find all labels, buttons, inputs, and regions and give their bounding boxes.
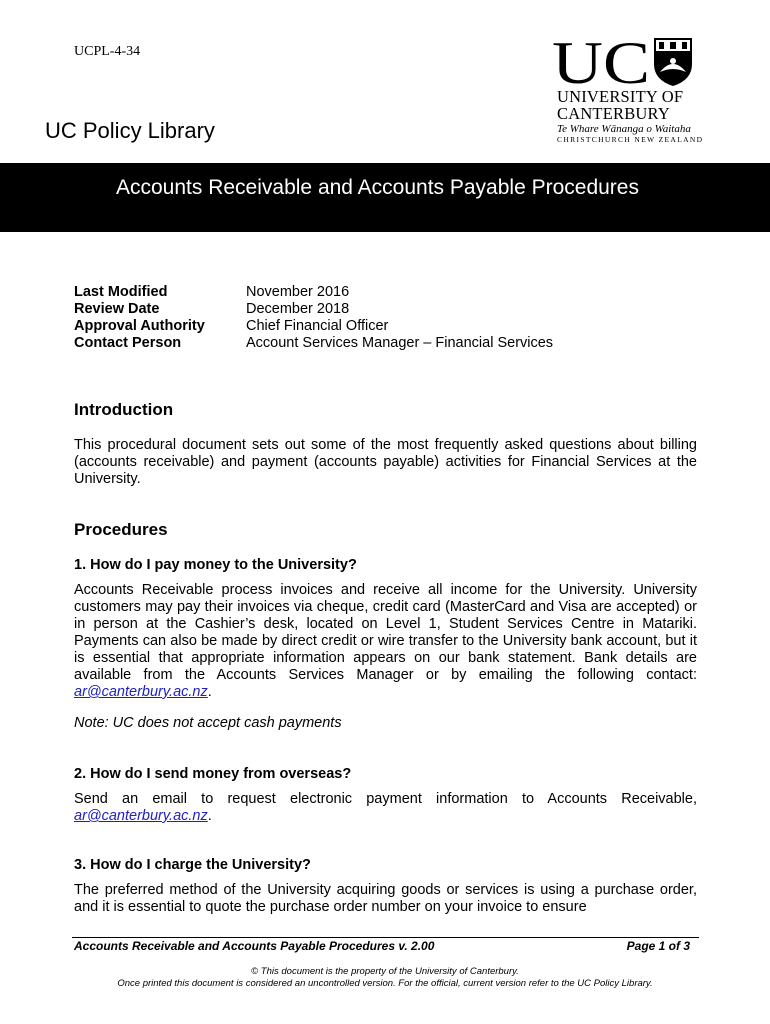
paragraph-text: Accounts Receivable process invoices and receive all income for the University. University customers may pay their invoices via cheque, credit card (MasterCard and Visa are accepted) or in person at the Cashier’s desk, located on Level 1, Student Services Centre in Matariki. Payments can also be made by direct credit or wire transfer to the University bank account, but it is essential that appropriate information appears on our bank statement. Bank details are available from the Accounts Services Manager or by emailing the following contact: <box>74 582 697 683</box>
logo-mark-text: UC <box>552 34 650 86</box>
ar-email-link[interactable]: ar@canterbury.ac.nz <box>74 808 208 824</box>
university-logo <box>549 34 704 144</box>
question-heading: 3. How do I charge the University? <box>74 857 311 873</box>
question-2-text <box>74 791 697 825</box>
question-3-heading <box>74 857 697 874</box>
meta-label: Last Modified <box>74 284 168 300</box>
meta-value: December 2018 <box>246 301 350 317</box>
paragraph-text: Send an email to request electronic payment information to Accounts Receivable, <box>74 791 697 807</box>
logo-city: CHRISTCHURCH NEW ZEALAND <box>557 135 704 144</box>
meta-row <box>74 301 553 318</box>
document-title: Accounts Receivable and Accounts Payable Procedures <box>116 176 639 199</box>
question-heading: 2. How do I send money from overseas? <box>74 766 352 782</box>
procedures-section <box>74 521 697 538</box>
introduction-heading: Introduction <box>74 400 174 419</box>
logo-line-canterbury: CANTERBURY <box>557 104 670 123</box>
meta-row <box>74 335 553 352</box>
question-heading: 1. How do I pay money to the University? <box>74 557 357 573</box>
introduction-text: This procedural document sets out some of the most frequently asked questions about billing (accounts receivable) and payment (accounts payable) activities for Financial Services at the University. <box>74 437 697 487</box>
question-1-heading <box>74 557 697 574</box>
introduction-section <box>74 401 697 418</box>
cash-note: Note: UC does not accept cash payments <box>74 715 342 731</box>
printed-version-notice: Once printed this document is considered an uncontrolled version. For the official, current version refer to the UC Policy Library. <box>117 978 653 989</box>
question-1-text <box>74 582 697 701</box>
logo-line-university-of: UNIVERSITY OF <box>557 87 684 106</box>
library-title: UC Policy Library <box>45 118 215 143</box>
meta-row <box>74 284 553 301</box>
question-3-text: The preferred method of the University acquiring goods or services is using a purchase order, and it is essential to quote the purchase order number on your invoice to ensure <box>74 882 697 915</box>
document-code: UCPL-4-34 <box>74 44 141 59</box>
meta-label: Contact Person <box>74 335 182 351</box>
metadata-table <box>74 284 553 352</box>
meta-value: Chief Financial Officer <box>246 318 389 334</box>
university-crest-icon <box>552 34 694 86</box>
paragraph-end: . <box>207 808 212 824</box>
meta-value: November 2016 <box>246 284 350 300</box>
meta-label: Approval Authority <box>74 318 205 334</box>
question-2-heading <box>74 766 697 783</box>
copyright-notice: © This document is the property of the University of Canterbury. <box>251 966 519 977</box>
ar-email-link[interactable]: ar@canterbury.ac.nz <box>74 684 208 700</box>
page-number: Page 1 of 3 <box>626 939 690 953</box>
meta-value: Account Services Manager – Financial Services <box>246 335 554 351</box>
logo-maori-name: Te Whare Wānanga o Waitaha <box>557 123 691 135</box>
paragraph-end: . <box>207 684 212 700</box>
footer-document-title: Accounts Receivable and Accounts Payable Procedures v. 2.00 <box>74 939 435 953</box>
footer-divider <box>72 937 699 938</box>
procedures-heading: Procedures <box>74 520 168 539</box>
meta-label: Review Date <box>74 301 160 317</box>
meta-row <box>74 318 553 335</box>
